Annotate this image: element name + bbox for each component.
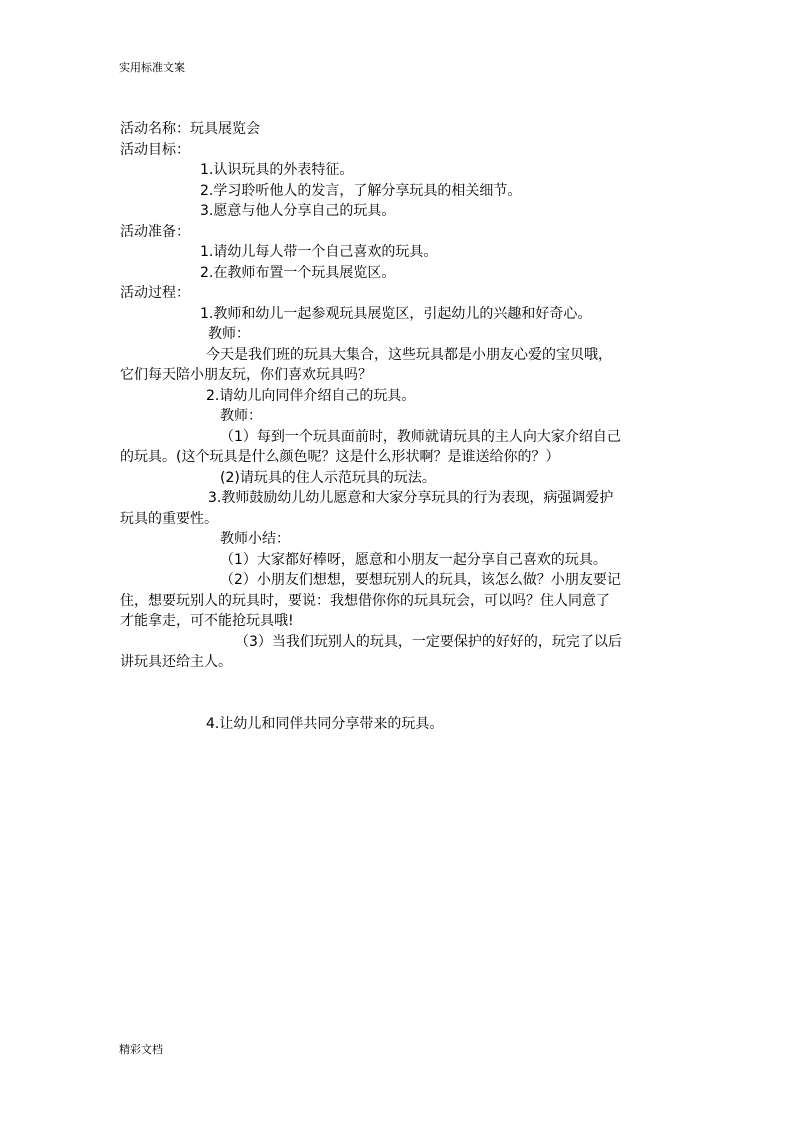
activity-name: 活动名称：玩具展览会 xyxy=(120,121,260,137)
process-step-2: 2.请幼儿向同伴介绍自己的玩具。 xyxy=(206,387,416,404)
prep-item: 2.在教师布置一个玩具展览区。 xyxy=(200,264,396,281)
summary-item-3: （3）当我们玩别人的玩具，一定要保护的好好的，玩完了以后 xyxy=(235,633,622,650)
process-title: 活动过程： xyxy=(120,285,190,301)
summary-title: 教师小结： xyxy=(220,531,290,547)
step2-item-1-continued: 的玩具。(这个玩具是什么颜色呢？这是什么形状啊？是谁送给你的？） xyxy=(120,449,560,465)
step2-item-2: (2)请玩具的住人示范玩具的玩法。 xyxy=(220,469,436,486)
goal-item: 3.愿意与他人分享自己的玩具。 xyxy=(200,203,396,219)
process-step-3: 3.教师鼓励幼儿幼儿愿意和大家分享玩具的行为表现，病强调爱护 xyxy=(208,490,614,506)
step2-item-1: （1）每到一个玩具面前时，教师就请玩具的主人向大家介绍自己 xyxy=(220,428,621,445)
blank-space xyxy=(120,673,680,714)
goal-item: 1.认识玩具的外表特征。 xyxy=(200,162,354,178)
step1-speech: 今天是我们班的玩具大集合，这些玩具都是小朋友心爱的宝贝哦， xyxy=(206,346,612,363)
step1-speech-continued: 它们每天陪小朋友玩，你们喜欢玩具吗？ xyxy=(120,367,372,383)
process-step-3-continued: 玩具的重要性。 xyxy=(120,510,218,527)
process-step-1: 1.教师和幼儿一起参观玩具展览区，引起幼儿的兴趣和好奇心。 xyxy=(200,305,592,322)
prep-item: 1.请幼儿每人带一个自己喜欢的玩具。 xyxy=(200,244,438,260)
process-step-4: 4.让幼儿和同伴共同分享带来的玩具。 xyxy=(206,715,444,732)
summary-item-1: （1）大家都好棒呀，愿意和小朋友一起分享自己喜欢的玩具。 xyxy=(220,551,607,568)
summary-item-2-end: 才能拿走，可不能抢玩具哦! xyxy=(120,613,294,629)
summary-item-2: （2）小朋友们想想，要想玩别人的玩具，该怎么做？小朋友要记 xyxy=(220,572,621,588)
page-footer: 精彩文档 xyxy=(119,1043,163,1056)
prep-title: 活动准备： xyxy=(120,223,190,240)
document-body xyxy=(120,119,680,734)
summary-item-2-continued: 住，想要玩别人的玩具时，要说：我想借你你的玩具玩会，可以吗？住人同意了 xyxy=(120,592,610,609)
summary-item-3-continued: 讲玩具还给主人。 xyxy=(120,654,232,670)
step2-teacher-label: 教师： xyxy=(220,408,262,424)
goals-title: 活动目标： xyxy=(120,141,190,158)
goal-item: 2.学习聆听他人的发言，了解分享玩具的相关细节。 xyxy=(200,182,522,199)
page-header: 实用标准文案 xyxy=(119,61,185,74)
step1-teacher-label: 教师： xyxy=(208,326,250,342)
